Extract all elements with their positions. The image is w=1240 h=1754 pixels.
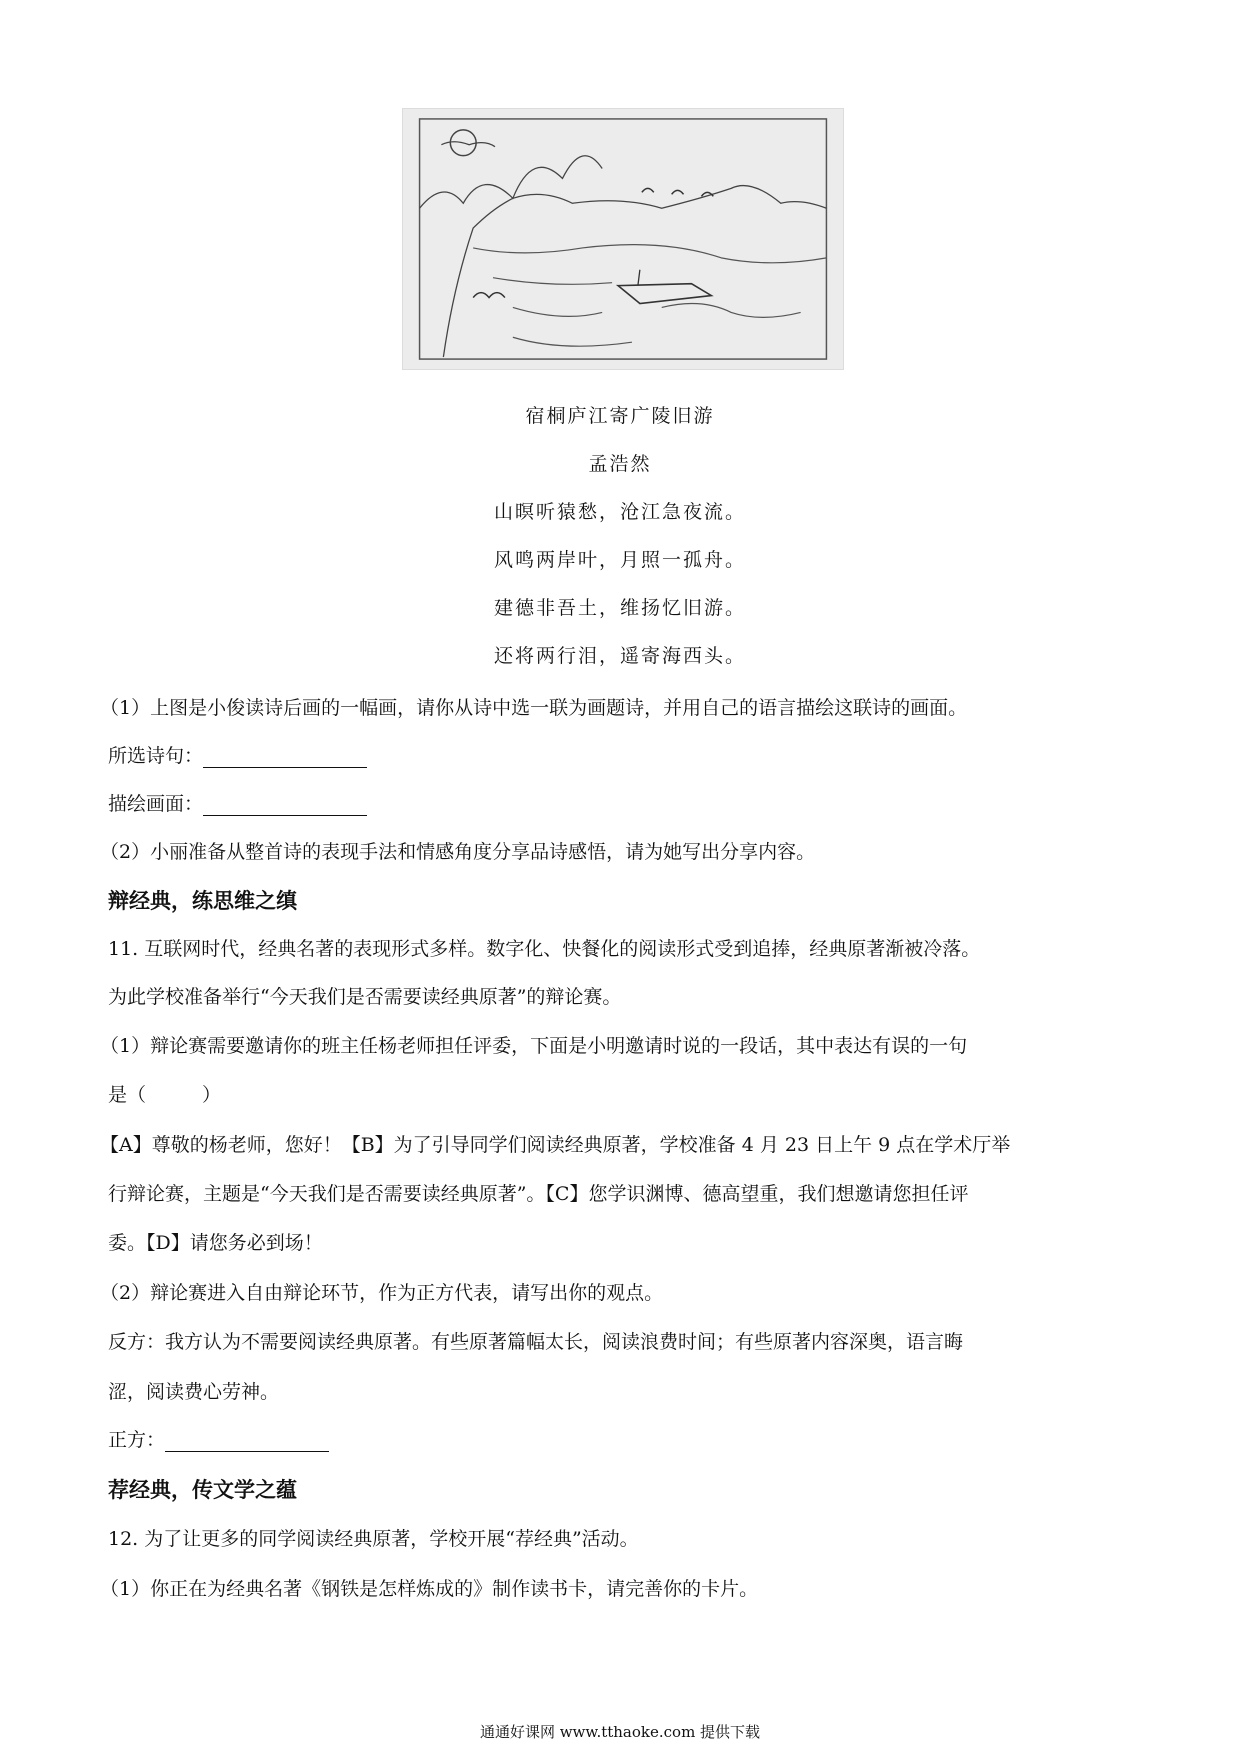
q11-part1-b <box>108 1080 221 1107</box>
q11-pro-label: 正方： <box>108 1429 166 1451</box>
poem-line-2: 风鸣两岸叶，月照一孤舟。 <box>493 549 746 571</box>
q11-opponent-2: 涩，阅读费心劳神。 <box>108 1381 280 1403</box>
poem-line-3: 建德非吾土，维扬忆旧游。 <box>493 597 746 619</box>
q12-part1: （1）你正在为经典名著《钢铁是怎样炼成的》制作读书卡，请完善你的卡片。 <box>100 1578 759 1600</box>
q11-part1-a: （1）辩论赛需要邀请你的班主任杨老师担任评委，下面是小明邀请时说的一段话，其中表达有误的一句 <box>100 1035 968 1057</box>
page-footer: 通通好课网 www.tthaoke.com 提供下载 <box>479 1723 761 1741</box>
q11-answer-suffix: ） <box>202 1084 222 1106</box>
poem-line-4: 还将两行泪，遥寄海西头。 <box>493 645 746 667</box>
poem-illustration <box>402 108 844 370</box>
poem-line-1: 山暝听猿愁，沧江急夜流。 <box>493 501 746 523</box>
q11-pro-blank[interactable] <box>165 1429 329 1452</box>
q10-describe-label: 描绘画面： <box>108 793 204 815</box>
q11-stem-2: 为此学校准备举行“今天我们是否需要读经典原著”的辩论赛。 <box>108 986 622 1008</box>
section-heading-debate: 辩经典，练思维之缜 <box>108 889 297 913</box>
q11-answer-prefix: 是（ <box>108 1084 147 1106</box>
q11-part2: （2）辩论赛进入自由辩论环节，作为正方代表，请写出你的观点。 <box>100 1282 664 1304</box>
q10-part2: （2）小丽准备从整首诗的表现手法和情感角度分享品诗感悟，请为她写出分享内容。 <box>100 841 816 863</box>
q11-opponent-1: 反方：我方认为不需要阅读经典原著。有些原著篇幅太长，阅读浪费时间；有些原著内容深奥，语言晦 <box>108 1331 964 1353</box>
q11-quote-3: 委。【D】请您务必到场！ <box>108 1232 323 1254</box>
poem-title: 宿桐庐江寄广陵旧游 <box>525 405 715 427</box>
q12-stem: 12. 为了让更多的同学阅读经典原著，学校开展“荐经典”活动。 <box>108 1528 639 1550</box>
q10-selected-label: 所选诗句： <box>108 745 204 767</box>
q10-selected-row <box>108 741 367 768</box>
ink-sketch-image <box>403 109 843 369</box>
q10-part1: （1）上图是小俊读诗后画的一幅画，请你从诗中选一联为画题诗，并用自己的语言描绘这联诗的画面。 <box>100 697 968 719</box>
q10-describe-blank[interactable] <box>203 793 367 816</box>
section-heading-recommend: 荐经典，传文学之蕴 <box>108 1478 297 1502</box>
q11-quote-1: 【A】尊敬的杨老师，您好！【B】为了引导同学们阅读经典原著，学校准备 4 月 23 日上午 9 点在学术厅举 <box>100 1134 1011 1156</box>
poem-author: 孟浩然 <box>588 453 652 475</box>
q10-describe-row <box>108 789 367 816</box>
q11-quote-2: 行辩论赛，主题是“今天我们是否需要读经典原著”。【C】您学识渊博、德高望重，我们想邀请您担任评 <box>108 1183 969 1205</box>
q10-selected-blank[interactable] <box>203 745 367 768</box>
q11-stem-1: 11. 互联网时代，经典名著的表现形式多样。数字化、快餐化的阅读形式受到追捧，经典原著渐被冷落。 <box>108 938 981 960</box>
q11-pro-row <box>108 1425 329 1452</box>
